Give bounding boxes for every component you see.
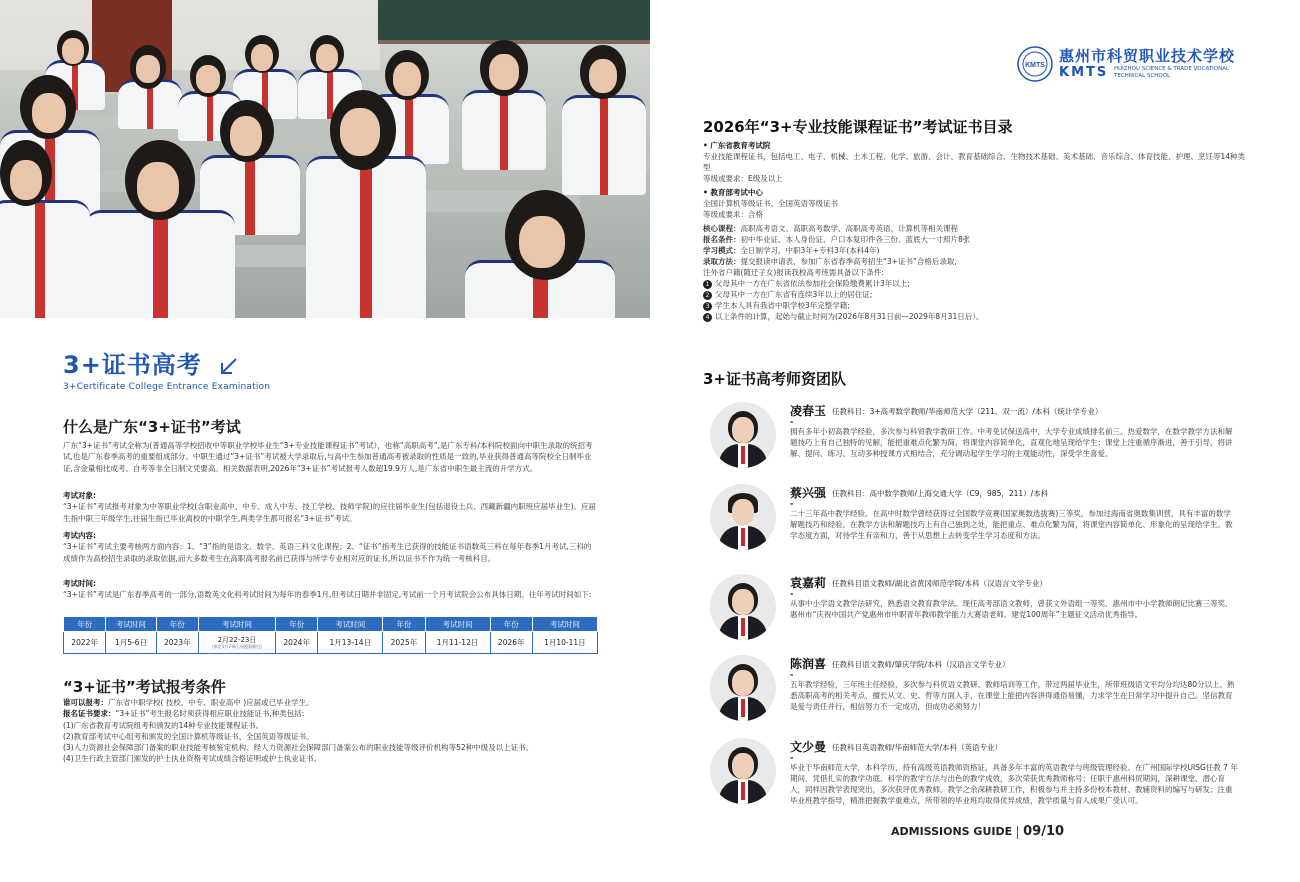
teacher-avatar — [710, 402, 776, 468]
svg-text:KMTS: KMTS — [1025, 62, 1045, 69]
teacher-name: 蔡兴强 — [790, 486, 827, 500]
page-title: 3+证书高考 — [63, 351, 202, 379]
target-label: 考试对象: — [63, 491, 96, 500]
adm-label: 录取方法： — [703, 257, 741, 266]
cell-time: 1月10-11日 — [532, 632, 597, 654]
time-label: 考试时间: — [63, 579, 96, 588]
target-text: “3+证书”考试报考对象为中等职业学校(含职业高中、中专、成人中专、技工学校、技师学院)的应往届毕业生(包括退役士兵、西藏新疆内职班应届毕业生)。应届生指中职三年级学生,往届生指已毕业离校的中职学生,两类学生都可报名“3+证书”考试。 — [63, 502, 597, 523]
teacher-role: 任教科目语文教师/肇庆学院/本科（汉语言文学专业） — [832, 660, 1010, 669]
number-1-icon: 1 — [703, 280, 712, 289]
teacher-card — [710, 655, 1250, 730]
list-item: (2)教育部考试中心组考和颁发的全国计算机等级证书、全国英语等级证书。 — [63, 731, 314, 741]
section-heading-what-is: 什么是广东“3+证书”考试 — [63, 418, 241, 436]
classroom-photo — [0, 0, 650, 318]
content-block — [63, 530, 598, 564]
col-time: 考试时间 — [106, 617, 157, 632]
cell-year: 2022年 — [64, 632, 106, 654]
core-text: 高职高考语文、高职高考数学、高职高考英语、计算机等相关课程 — [740, 224, 958, 233]
number-3-icon: 3 — [703, 302, 712, 311]
col-time: 考试时间 — [318, 617, 383, 632]
reg-text: 初中毕业证、本人身份证、户口本复印件各三份、蓝底大一寸照片8张 — [740, 235, 971, 244]
col-year: 年份 — [156, 617, 198, 632]
note-text: 注外省户籍(随迁子女)报读我校高考班需具备以下条件: — [703, 268, 884, 277]
name-underline: - — [790, 417, 794, 426]
teacher-name: 凌春玉 — [790, 404, 827, 418]
mode-text: 全日制学习，中职3年+专科3年(本科4年) — [740, 246, 880, 255]
section-heading-conditions: “3+证书”考试报考条件 — [63, 678, 226, 696]
teacher-card — [710, 402, 1250, 482]
col-time: 考试时间 — [425, 617, 490, 632]
condition-item: 父母其中一方在广东省有连续3年以上的居住证; — [715, 290, 873, 299]
school-logo-icon — [1017, 46, 1053, 82]
intro-paragraph: 广东“3+证书”考试全称为(普通高等学校招收中等职业学校毕业生“3+专业技能课程证书”考试），也称“高职高考”,是广东专科/本科院校面向中职生录取的统招考试,也是广东春季高考的重要组成部分。中职生通过“3+证书”考试被大学录取后,与高中生参加普通高考被录取的性质是一致的,毕业获得普通高等院校全日制毕业证,含金量相比成考、自考等非全日制文凭要高。相关数据表明,2026年“3+证书”考试报考人数超19.9万人,是广东省中职生最主流的升学方式。 — [63, 441, 593, 473]
org2-level: 等级或要求：合格 — [703, 210, 763, 219]
teacher-desc: 毕业于华南师范大学，本科学历，持有高级英语教师资格证，具备多年丰富的英语教学与班级管理经验。在广州国际学校UISG任教 7 年期间，凭借扎实的教学功底、科学的教学方法与出色的教学成效，多次荣获优秀教师称号；任职于惠州科贸期间，深耕课堂、潜心育人，同样因教学表现突出，多次获评优秀教师。教学之余深耕教研工作，积极参与并主持多份校本教材、教辅资料的编写与研发；注重毕业班教学指导，精准把握教学重难点，所带领的毕业班均取得优异成绩，教学质量与育人成果广受认可。 — [790, 763, 1238, 805]
time-text: “3+证书”考试是广东春季高考的一部分,语数英文化科考试时间为每年的春季1月,但考试日期并非固定,考试前一个月考试院会公布具体日期。往年考试时间如下: — [63, 590, 592, 600]
number-2-icon: 2 — [703, 291, 712, 300]
org1-level: 等级或要求：E级及以上 — [703, 174, 783, 183]
col-year: 年份 — [276, 617, 318, 632]
condition-item: 学生本人具有我省中职学校3年完整学籍; — [715, 301, 850, 310]
org1-name: 广东省教育考试院 — [710, 141, 771, 150]
list-item: (3)人力资源社会保障部门备案的职业技能考核鉴定机构、经人力资源社会保障部门备案公布的职业技能等级评价机构等52种中级及以上证书。 — [63, 743, 534, 753]
teacher-role: 任教科目英语教师/华南师范大学/本科（英语专业） — [832, 743, 1003, 752]
footer-divider — [1017, 826, 1018, 839]
teacher-role: 任教科目：3+高考数学教师/华南师范大学（211、双一流）/本科（统计学专业） — [832, 407, 1103, 416]
mode-label: 学习模式： — [703, 246, 741, 255]
teacher-name: 文少曼 — [790, 740, 827, 754]
name-underline: - — [790, 753, 794, 762]
school-name: 惠州市科贸职业技术学校 — [1059, 47, 1236, 65]
teacher-desc: 拥有多年小初高教学经验，多次参与科贸教学教研工作。中考免试保送高中，大学专业成绩排名前三。热爱数学，在数学教学方法和解题技巧上有自己独特的见解，能把重难点化繁为简，将课堂内容简单化，直观化地呈现给学生；课堂上注重循序渐进，善于引导，将讲解、提问、练习、互动多种授课方式相结合，充分调动起学生学习的主观能动性，深受学生喜爱。 — [790, 427, 1233, 458]
school-name-en: HUIZHOU SCIENCE & TRADE VOCATIONAL TECHNICAL SCHOOL — [1114, 66, 1230, 79]
cell-time-note: (原定1月7-8日,因疫情推迟) — [212, 644, 262, 649]
teacher-name: 陈润喜 — [790, 657, 827, 671]
conditions-block — [63, 697, 598, 765]
table-header-row — [64, 617, 598, 632]
cell-time: 1月5-6日 — [106, 632, 157, 654]
list-item: (1)广东省教育考试院组考和颁发的14种专业技能课程证书。 — [63, 720, 264, 730]
teacher-role: 任教科目语文教师/湖北省黄冈师范学院/本科（汉语言文学专业） — [832, 579, 1048, 588]
teacher-role: 任教科目：高中数学教师/上海交通大学（C9，985，211）/本科 — [832, 489, 1049, 498]
cell-time — [198, 632, 275, 654]
col-time: 考试时间 — [532, 617, 597, 632]
teacher-avatar — [710, 655, 776, 721]
teacher-card — [710, 484, 1250, 564]
core-label: 核心课程： — [703, 224, 741, 233]
condition-item: 以上条件的计算，起始与截止时间为(2026年8月31日前—2029年8月31日后）。 — [715, 312, 984, 321]
teacher-avatar — [710, 484, 776, 550]
cell-year: 2026年 — [490, 632, 532, 654]
teacher-desc: 二十三年高中教学经验。在高中时数学曾经获得过全国数学竞赛(国家奥数选拔赛)三等奖，参加过海南省奥数集训营，具有丰富的数学解题技巧和经验。在教学方法和解题技巧上有自己独到之处，能把重点、难点化繁为简，将课堂内容简单化、形象化的呈现给学生。教学态度方面，对待学生有亲和力，善于从思想上去转变学生学习态度和方法。 — [790, 509, 1233, 540]
name-underline: - — [790, 589, 794, 598]
col-time: 考试时间 — [198, 617, 275, 632]
col-year: 年份 — [490, 617, 532, 632]
teacher-avatar — [710, 738, 776, 804]
cell-year: 2024年 — [276, 632, 318, 654]
cell-time-value: 2月22-23日 — [217, 636, 257, 644]
cell-year: 2023年 — [156, 632, 198, 654]
number-4-icon: 4 — [703, 313, 712, 322]
name-underline: - — [790, 670, 794, 679]
teacher-desc: 五年教学经验，三年班主任经验，多次参与科贸语文教研、教师培训等工作。带过两届毕业生，所带班级语文平均分均达80分以上。熟悉高职高考的相关考点，擅长从文、史、哲等方面入手，在课堂上能把内容讲得通俗易懂，力求学生在日常学习中提升自己。坚信教育是爱与责任并行，相信努力不一定成功，但成功必须努力！ — [790, 680, 1235, 711]
teacher-card — [710, 574, 1250, 644]
exam-time-table — [63, 616, 598, 654]
list-item: (4)卫生行政主管部门颁发的护士执业资格考试成绩合格证明或护士执业证书。 — [63, 754, 322, 764]
cell-time: 1月13-14日 — [318, 632, 383, 654]
target-block — [63, 490, 598, 524]
page-subtitle: 3+Certificate College Entrance Examination — [63, 382, 271, 392]
cell-time: 1月11-12日 — [425, 632, 490, 654]
col-year: 年份 — [64, 617, 106, 632]
teacher-avatar — [710, 574, 776, 640]
who-text: 广东省中职学校( 技校、中专、职业高中 )应届或已毕业学生。 — [108, 698, 314, 707]
page-footer — [891, 824, 1064, 839]
teacher-name: 袁嘉莉 — [790, 576, 827, 590]
org1-text: 专业技能课程证书，包括电工、电子、机械、土木工程、化学、旅游、会计、教育基础综合、生物技术基础、美术基础、音乐综合、体育技能、护理、烹饪等14种类型 — [703, 152, 1246, 172]
condition-item: 父母其中一方在广东省依法参加社会保险缴费累计3年以上; — [715, 279, 910, 288]
catalog-block: • 广东省教育考试院 专业技能课程证书，包括电工、电子、机械、土木工程、化学、旅游、会计、教育基础综合、生物技术基础、美术基础、音乐综合、体育技能、护理、烹饪等14种类型 等级或要求：E级及以上 • 教育部考试中心 全国计算机等级证书、全国英语等级证书 等级或要求：合格 核心课程：高职高考语文、高职高考数学、高职高考英语、计算机等相关课程 报名条件：初中毕业证、本人身份证、户口本复印件各三份、蓝底大一寸照片8张 学习模式：全日制学习，中职3年+专科3年(本科4年) 录取方法：提交报读申请表，参加广东省春季高考招生“3+证书”合格后录取, 注外省户籍(随迁子女)报读我校高考班需具备以下条件: 1 父母其中一方在广东省依法参加社会保险缴费累计3年以上; 2 父母其中一方在广东省有连续3年以上的居住证; 3 学生本人具有我省中职学校3年完整学籍; 4 以上条件的计算，起始与截止时间为(2026年8月31日前—2029年8月31日后）。 — [703, 140, 1248, 322]
title-block — [63, 345, 239, 382]
time-block — [63, 578, 598, 601]
org2-name: 教育部考试中心 — [710, 188, 763, 197]
team-heading: 3+证书高考师资团队 — [703, 370, 847, 388]
page-number: 09/10 — [1023, 824, 1065, 839]
reg-label: 报名条件： — [703, 235, 741, 244]
content-text: “3+证书”考试主要考核两方面内容：1、“3”指的是语文、数学、英语三科文化课程；2、“证书”指考生已获得的技能证书语数英三科在每年春季1月考试,三科的成绩作为高校招生录取的录取依据,而大多数考生在高职高考报名前已获得与所学专业相对应的证书,所以证书不作为统一考核科目。 — [63, 542, 592, 563]
teacher-card — [710, 738, 1250, 818]
req-text: “3+证书”考生报名时须获得相应职业技能证书,种类包括: — [115, 709, 305, 719]
cell-year: 2025年 — [383, 632, 425, 654]
who-label: 谁可以报考： — [63, 698, 108, 707]
school-abbr: KMTS — [1059, 65, 1109, 80]
teacher-desc: 从事中小学语文教学法研究，熟悉语文教育教学法。现任高考部语文教师，曾获文外语组一等奖、惠州市中小学教师朗记比赛三等奖、惠州市“庆祝中国共产党惠州市中职青年教师教学能力大赛语老师。建党100周年”主题征文活动优秀指导。 — [790, 599, 1233, 619]
org2-text: 全国计算机等级证书、全国英语等级证书 — [703, 199, 838, 208]
adm-text: 提交报读申请表，参加广东省春季高考招生“3+证书”合格后录取, — [740, 257, 957, 266]
right-page — [650, 0, 1300, 882]
arrow-down-left-icon — [217, 356, 239, 382]
catalog-heading: 2026年“3+专业技能课程证书”考试证书目录 — [703, 118, 1013, 136]
col-year: 年份 — [383, 617, 425, 632]
footer-guide: ADMISSIONS GUIDE — [891, 825, 1013, 838]
req-label: 报名证书要求： — [63, 709, 116, 719]
name-underline: - — [790, 499, 794, 508]
content-label: 考试内容: — [63, 531, 96, 540]
table-row — [64, 632, 598, 654]
